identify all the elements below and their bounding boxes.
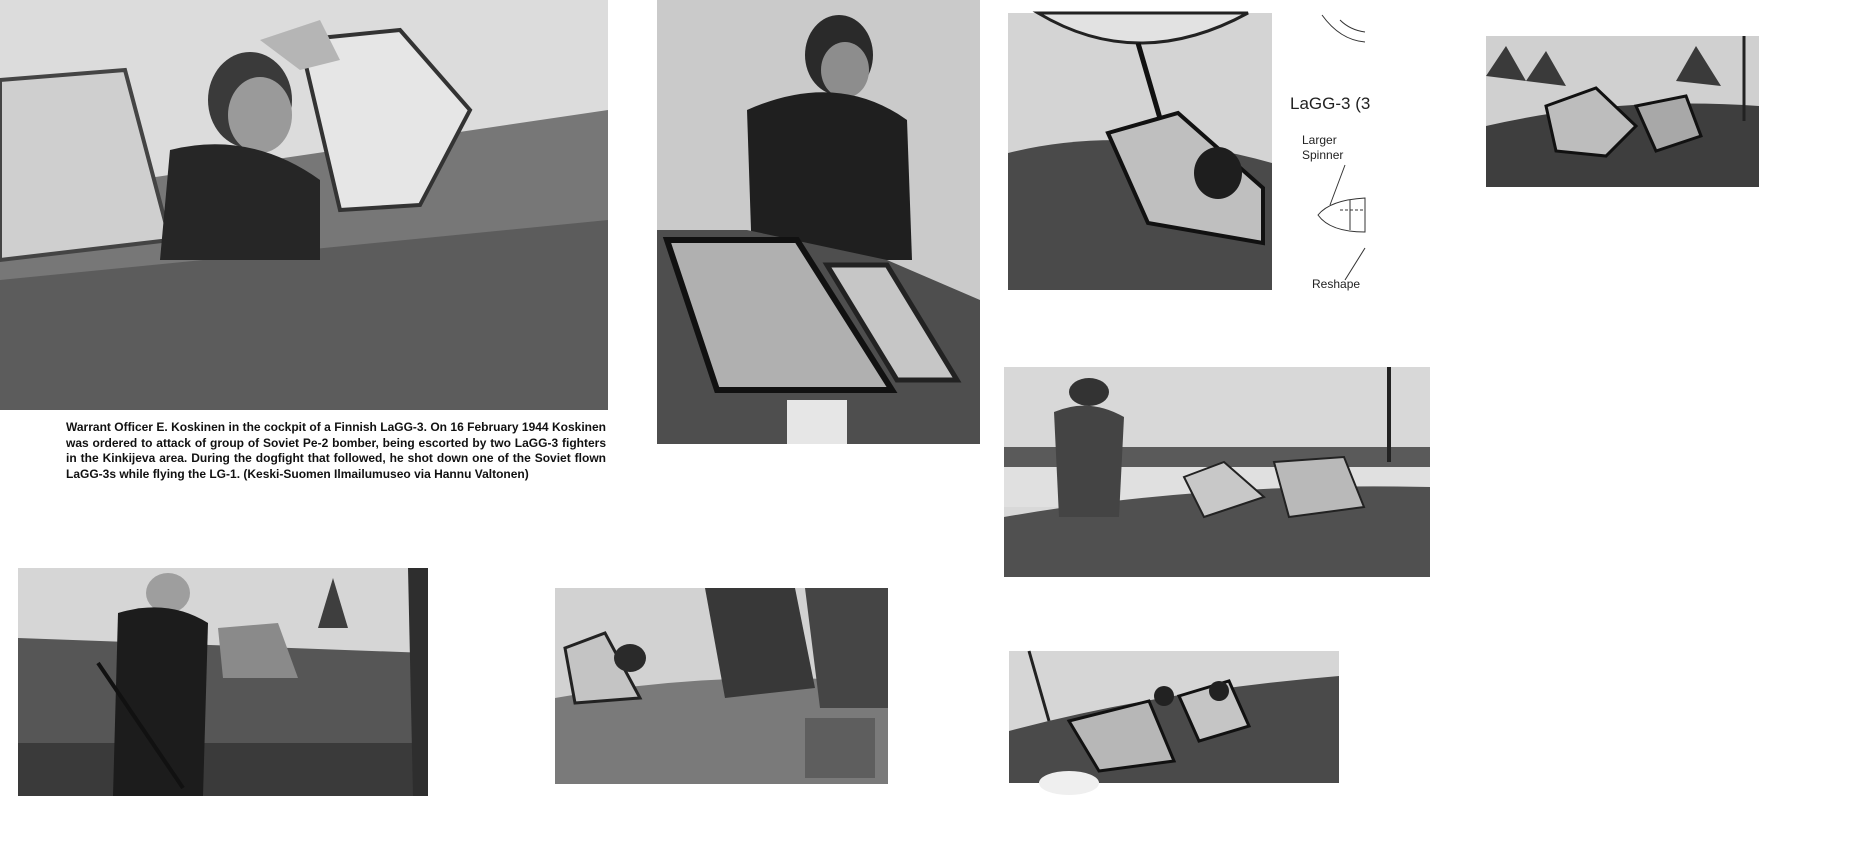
- diagram-title: LaGG-3 (3: [1290, 94, 1371, 113]
- photo-pilots-in-aircraft: [1009, 651, 1339, 783]
- photo-pilot-in-cockpit: [0, 0, 608, 410]
- diagram-label-reshape: Reshape: [1312, 277, 1361, 291]
- photo-caption: Warrant Officer E. Koskinen in the cockpit of a Finnish LaGG-3. On 16 February 1944 Koskinen was ordered to attack of group of Soviet Pe-2 bomber, being escorted by two LaGG-3 fighters in the Kinkijeva area. During the dogfight that followed, he shot down one of the Soviet flown LaGG-3s while flying the LG-1. (Keski-Suomen Ilmailumuseo via Hannu Valtonen): [66, 420, 606, 481]
- diagram-label-spinner: Larger Spinner: [1302, 133, 1344, 162]
- photo-soldier-by-aircraft: [1004, 367, 1430, 577]
- photo-men-at-engine: [555, 588, 888, 784]
- photo-soldiers-with-rifle: [18, 568, 428, 796]
- photo-pilot-standing: [657, 0, 980, 444]
- photo-cockpit-antenna: [1008, 13, 1272, 290]
- photo-small-cockpit: [1486, 36, 1759, 187]
